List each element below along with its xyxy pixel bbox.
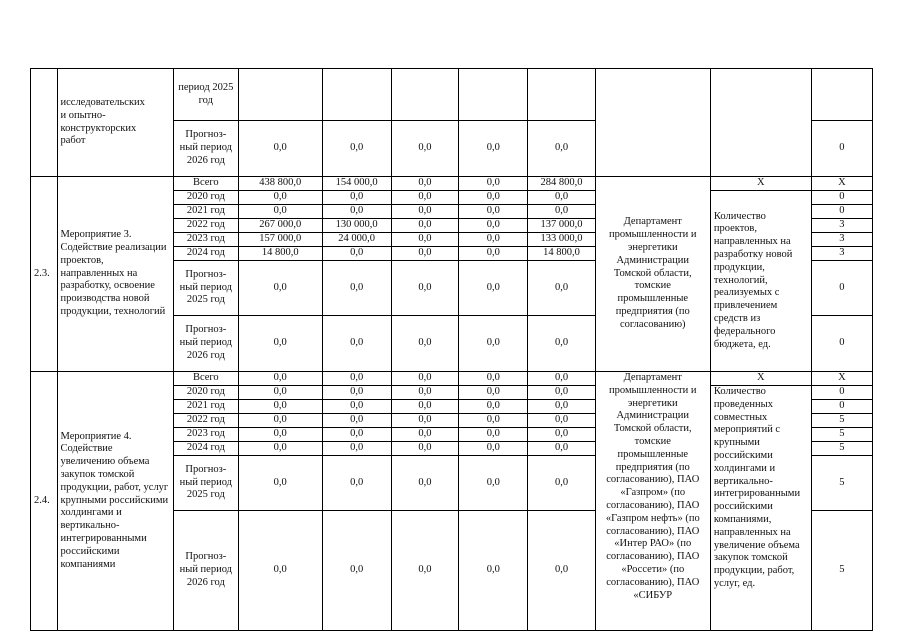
value-cell: 0,0: [238, 372, 322, 386]
value-cell: 0,0: [528, 261, 595, 316]
value-cell: 0,0: [238, 428, 322, 442]
value-cell: 0,0: [459, 372, 528, 386]
indicator-value: 5: [811, 456, 872, 511]
value-cell: 0,0: [322, 400, 391, 414]
value-cell: 0,0: [322, 442, 391, 456]
value-cell: 0,0: [391, 414, 458, 428]
value-cell: 0,0: [238, 205, 322, 219]
indicator-value: 0: [811, 121, 872, 177]
indicator-value: 0: [811, 316, 872, 372]
value-cell: 0,0: [322, 316, 391, 372]
period-cell: Прогноз-ный период 2026 год: [173, 121, 238, 177]
value-cell: 0,0: [459, 400, 528, 414]
indicator-value: 0: [811, 400, 872, 414]
period-cell: Всего: [173, 177, 238, 191]
period-cell: 2021 год: [173, 205, 238, 219]
indicator-value: 3: [811, 233, 872, 247]
value-cell: 0,0: [459, 386, 528, 400]
value-cell: 0,0: [459, 428, 528, 442]
value-cell: 0,0: [459, 177, 528, 191]
period-cell: 2021 год: [173, 400, 238, 414]
value-cell: 0,0: [238, 261, 322, 316]
value-cell: 133 000,0: [528, 233, 595, 247]
indicator-total-mark: Х: [710, 372, 811, 386]
value-cell: 0,0: [528, 386, 595, 400]
period-cell: 2023 год: [173, 428, 238, 442]
table-body: [31, 69, 873, 631]
measure-name: Мероприятие 3. Содействие реализации проектов, направленных на разработку, освоение производства новой продукции, технологий: [57, 177, 173, 372]
value-cell: 0,0: [391, 428, 458, 442]
value-cell: [322, 69, 391, 121]
indicator-value: 5: [811, 414, 872, 428]
indicator-value: 0: [811, 191, 872, 205]
period-cell: Всего: [173, 372, 238, 386]
value-cell: 0,0: [238, 121, 322, 177]
executor-cell: Департамент промышленности и энергетики Администрации Томской области, томские промышленные предприятия (по согласованию): [595, 177, 710, 372]
value-cell: 0,0: [528, 428, 595, 442]
indicator-value: Х: [811, 177, 872, 191]
value-cell: 0,0: [391, 400, 458, 414]
value-cell: 14 800,0: [528, 247, 595, 261]
value-cell: 0,0: [528, 205, 595, 219]
value-cell: 0,0: [238, 456, 322, 511]
indicator-name-cell: Количество проведенных совместных мероприятий с крупными российскими холдингами и вертикально-интегрированными российскими компаниями, направленных на увеличение объема закупок томской продукции, работ, услуг, ед.: [710, 386, 811, 631]
value-cell: [391, 69, 458, 121]
indicator-value: [811, 69, 872, 121]
value-cell: 0,0: [391, 511, 458, 631]
indicator-name-cell: Количество проектов, направленных на разработку новой продукции, технологий, реализуемых с привлечением средств из федерального бюджета, ед.: [710, 191, 811, 372]
value-cell: 137 000,0: [528, 219, 595, 233]
indicator-value: 5: [811, 511, 872, 631]
value-cell: 0,0: [459, 191, 528, 205]
value-cell: 0,0: [322, 121, 391, 177]
period-cell: Прогноз-ный период 2025 год: [173, 456, 238, 511]
value-cell: 130 000,0: [322, 219, 391, 233]
value-cell: 0,0: [322, 386, 391, 400]
value-cell: 0,0: [391, 316, 458, 372]
value-cell: 0,0: [391, 456, 458, 511]
value-cell: 0,0: [322, 511, 391, 631]
value-cell: 0,0: [391, 205, 458, 219]
program-table: [30, 68, 873, 631]
value-cell: 0,0: [322, 372, 391, 386]
value-cell: 0,0: [459, 233, 528, 247]
table-row: [31, 372, 873, 386]
value-cell: [238, 69, 322, 121]
value-cell: 0,0: [528, 442, 595, 456]
value-cell: 0,0: [459, 414, 528, 428]
period-cell: 2020 год: [173, 386, 238, 400]
value-cell: 0,0: [322, 414, 391, 428]
value-cell: 0,0: [391, 219, 458, 233]
value-cell: 157 000,0: [238, 233, 322, 247]
value-cell: 267 000,0: [238, 219, 322, 233]
value-cell: 24 000,0: [322, 233, 391, 247]
value-cell: 0,0: [459, 316, 528, 372]
value-cell: 0,0: [238, 414, 322, 428]
value-cell: 0,0: [322, 261, 391, 316]
value-cell: 284 800,0: [528, 177, 595, 191]
value-cell: 0,0: [322, 456, 391, 511]
indicator-value: 0: [811, 386, 872, 400]
row-number: [31, 69, 58, 177]
value-cell: 0,0: [391, 233, 458, 247]
value-cell: 0,0: [459, 261, 528, 316]
period-cell: Прогноз-ный период 2026 год: [173, 511, 238, 631]
value-cell: 0,0: [528, 456, 595, 511]
value-cell: 0,0: [459, 219, 528, 233]
value-cell: 0,0: [322, 191, 391, 205]
value-cell: 0,0: [322, 205, 391, 219]
period-cell: 2022 год: [173, 219, 238, 233]
value-cell: 154 000,0: [322, 177, 391, 191]
value-cell: 0,0: [528, 400, 595, 414]
value-cell: [528, 69, 595, 121]
value-cell: 0,0: [459, 456, 528, 511]
value-cell: 0,0: [238, 442, 322, 456]
value-cell: 0,0: [238, 386, 322, 400]
indicator-value: 3: [811, 247, 872, 261]
indicator-value: 5: [811, 428, 872, 442]
measure-name: исследовательских и опытно- конструкторских работ: [57, 69, 173, 177]
period-cell: Прогноз-ный период 2025 год: [173, 261, 238, 316]
period-cell: 2024 год: [173, 442, 238, 456]
value-cell: [459, 69, 528, 121]
period-cell: период 2025 год: [173, 69, 238, 121]
value-cell: 0,0: [238, 316, 322, 372]
value-cell: 0,0: [322, 247, 391, 261]
value-cell: 0,0: [528, 372, 595, 386]
measure-number: 2.4.: [31, 372, 58, 631]
value-cell: 0,0: [322, 428, 391, 442]
indicator-value: Х: [811, 372, 872, 386]
value-cell: 0,0: [238, 191, 322, 205]
value-cell: 0,0: [459, 247, 528, 261]
value-cell: 14 800,0: [238, 247, 322, 261]
value-cell: 0,0: [459, 442, 528, 456]
executor-cell: [595, 69, 710, 177]
value-cell: 0,0: [459, 511, 528, 631]
indicator-name-cell: [710, 69, 811, 177]
table-row: [31, 69, 873, 121]
value-cell: 0,0: [528, 414, 595, 428]
value-cell: 0,0: [528, 316, 595, 372]
value-cell: 0,0: [391, 386, 458, 400]
table-row: [31, 177, 873, 191]
executor-cell: Департамент промышленности и энергетики Администрации Томской области, томские промышленные предприятия (по согласованию), ПАО «Газпром» (по согласованию), ПАО «Газпром нефть» (по согласованию), ПАО «Интер РАО» (по согласованию), ПАО «Россети» (по согласованию), ПАО «СИБУР: [595, 372, 710, 631]
measure-name: Мероприятие 4. Содействие увеличению объема закупок томской продукции, работ, услуг крупными российскими холдингами и вертикально-интегрированными российскими компаниями: [57, 372, 173, 631]
indicator-value: 3: [811, 219, 872, 233]
indicator-value: 0: [811, 261, 872, 316]
value-cell: 0,0: [391, 177, 458, 191]
value-cell: 0,0: [391, 247, 458, 261]
value-cell: 0,0: [391, 121, 458, 177]
indicator-total-mark: Х: [710, 177, 811, 191]
value-cell: 0,0: [391, 372, 458, 386]
value-cell: 0,0: [459, 121, 528, 177]
value-cell: 0,0: [391, 261, 458, 316]
value-cell: 0,0: [238, 511, 322, 631]
value-cell: 0,0: [528, 511, 595, 631]
indicator-value: 0: [811, 205, 872, 219]
period-cell: 2024 год: [173, 247, 238, 261]
value-cell: 0,0: [528, 191, 595, 205]
value-cell: 0,0: [459, 205, 528, 219]
value-cell: 0,0: [391, 442, 458, 456]
indicator-value: 5: [811, 442, 872, 456]
value-cell: 0,0: [238, 400, 322, 414]
value-cell: 0,0: [528, 121, 595, 177]
period-cell: Прогноз-ный период 2026 год: [173, 316, 238, 372]
value-cell: 438 800,0: [238, 177, 322, 191]
period-cell: 2023 год: [173, 233, 238, 247]
measure-number: 2.3.: [31, 177, 58, 372]
period-cell: 2020 год: [173, 191, 238, 205]
period-cell: 2022 год: [173, 414, 238, 428]
value-cell: 0,0: [391, 191, 458, 205]
